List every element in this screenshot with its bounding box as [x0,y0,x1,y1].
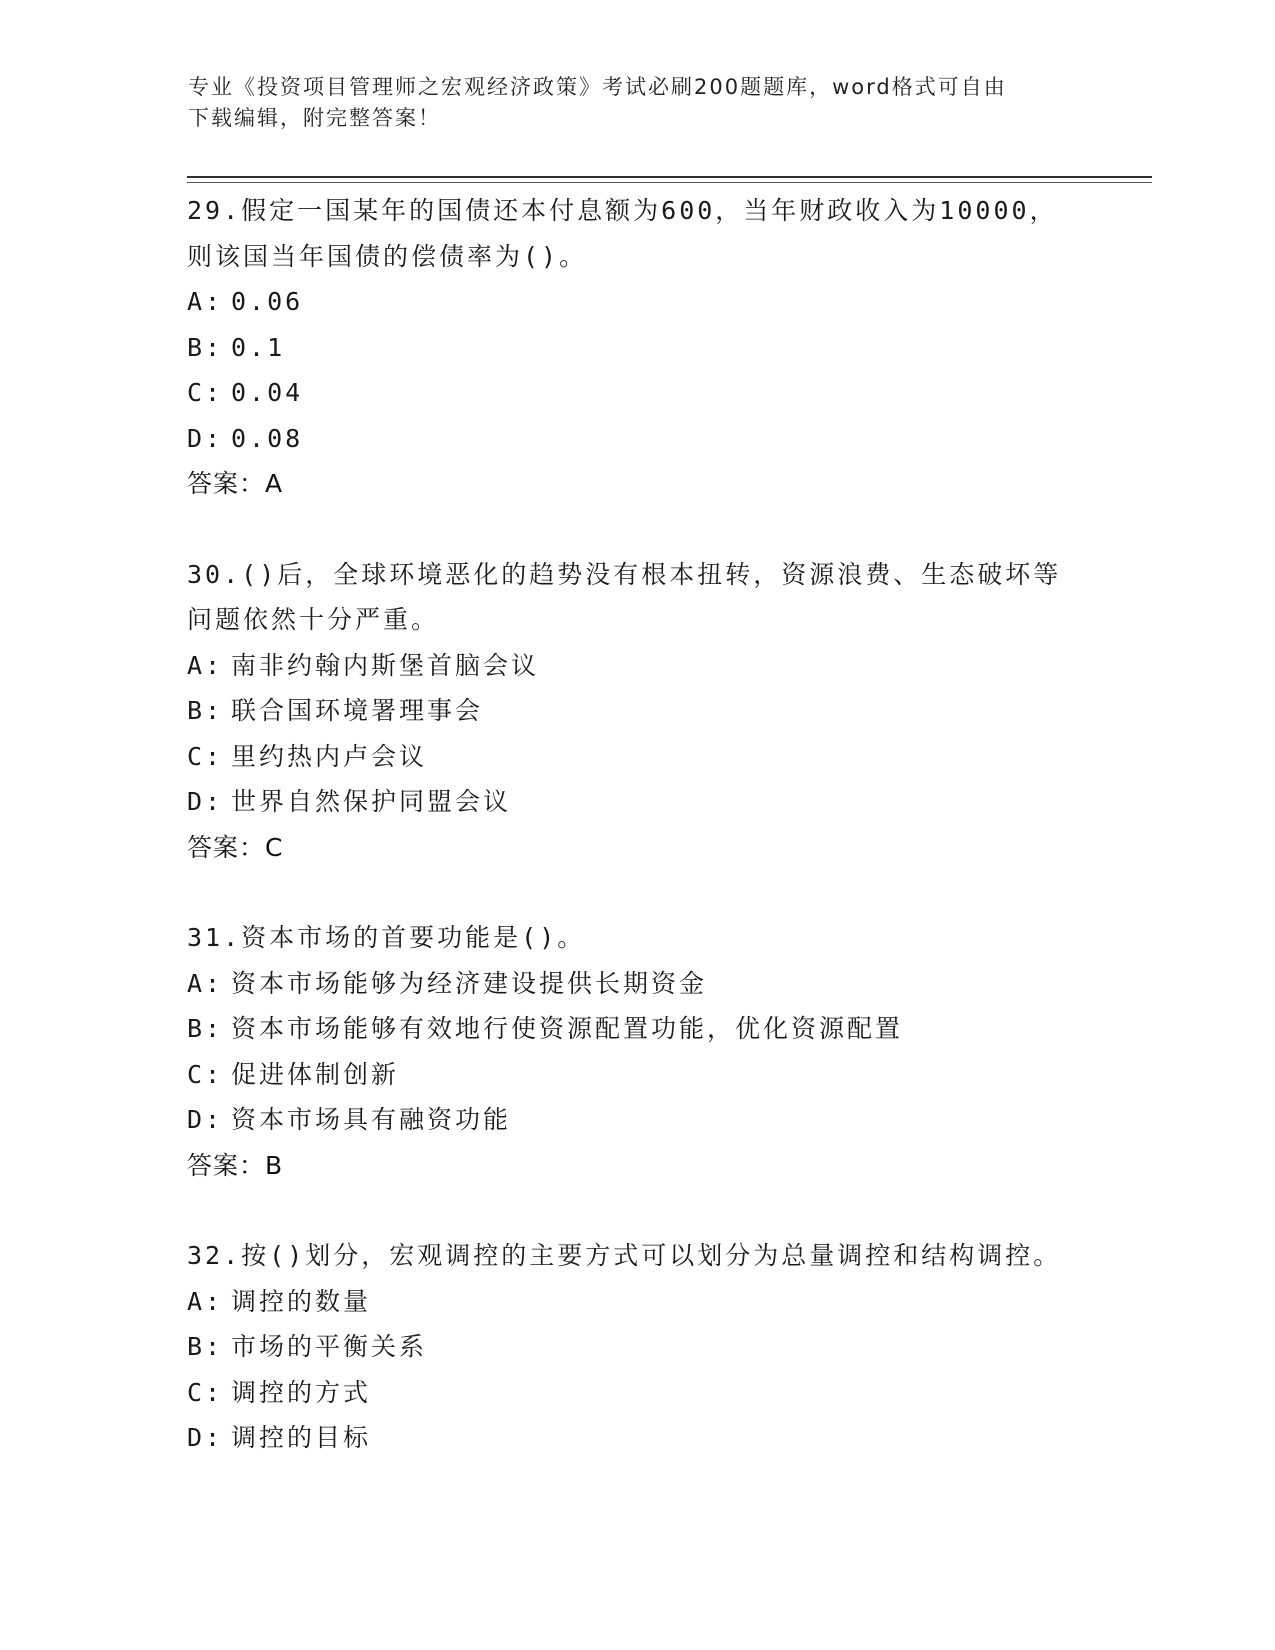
option-text: 0.1 [231,332,286,362]
answer-line: 答案：A [187,469,284,498]
option-d [187,1415,1107,1461]
question-stem-line: 29.假定一国某年的国债还本付息额为600，当年财政收入为10000， [187,196,1058,225]
option-key: C: [187,378,224,407]
question-32 [187,1233,1107,1461]
option-a [187,279,1107,325]
document-header [188,72,1068,134]
option-text: 0.06 [231,287,304,316]
option-b [187,1006,1107,1052]
option-key: D: [187,423,224,453]
option-key: A: [187,287,224,316]
option-text: 调控的方式 [231,1377,372,1407]
option-key: B: [187,696,224,725]
question-spacer [187,870,1107,915]
question-spacer [187,1188,1107,1233]
option-text: 调控的数量 [231,1286,372,1316]
option-d [187,779,1107,825]
option-text: 里约热内卢会议 [231,741,428,771]
option-b [187,325,1107,371]
option-text: 0.04 [231,378,304,407]
header-line-1: 专业《投资项目管理师之宏观经济政策》考试必刷200题题库，word格式可自由 [188,75,1007,99]
header-divider-thin [187,182,1152,183]
option-b [187,1324,1107,1370]
question-stem-line: 则该国当年国债的偿债率为()。 [187,241,588,271]
option-d [187,416,1107,462]
option-key: B: [187,332,224,362]
option-a [187,1279,1107,1325]
question-30 [187,552,1107,871]
option-key: C: [187,1059,224,1089]
option-text: 促进体制创新 [231,1059,400,1089]
option-key: D: [187,787,224,816]
option-text: 世界自然保护同盟会议 [231,787,512,816]
option-key: C: [187,741,224,771]
option-c [187,734,1107,780]
option-c [187,1052,1107,1098]
option-key: D: [187,1105,224,1134]
option-a [187,961,1107,1007]
option-a [187,643,1107,689]
option-key: B: [187,1332,224,1361]
option-key: D: [187,1423,224,1452]
answer-line: 答案：B [187,1150,284,1180]
option-text: 市场的平衡关系 [231,1332,428,1361]
answer-line: 答案：C [187,832,284,862]
option-text: 资本市场能够有效地行使资源配置功能，优化资源配置 [231,1014,904,1043]
question-list [187,188,1107,1461]
option-d [187,1097,1107,1143]
option-text: 南非约翰内斯堡首脑会议 [231,650,540,680]
option-c [187,1370,1107,1416]
question-stem-line: 问题依然十分严重。 [187,605,440,634]
option-key: A: [187,1286,224,1316]
header-divider-thick [187,176,1152,178]
header-line-2: 下载编辑，附完整答案！ [188,106,441,130]
option-text: 资本市场具有融资功能 [231,1105,512,1134]
option-key: C: [187,1377,224,1407]
question-stem-line: 32.按()划分，宏观调控的主要方式可以划分为总量调控和结构调控。 [187,1241,1062,1270]
question-31 [187,915,1107,1188]
question-stem-line: 30.()后，全球环境恶化的趋势没有根本扭转，资源浪费、生态破坏等 [187,559,1062,589]
option-text: 联合国环境署理事会 [231,696,484,725]
option-c [187,370,1107,416]
question-29 [187,188,1107,507]
option-key: B: [187,1014,224,1043]
option-text: 资本市场能够为经济建设提供长期资金 [231,968,708,998]
question-stem-line: 31.资本市场的首要功能是()。 [187,923,586,952]
option-text: 0.08 [231,423,304,453]
option-b [187,688,1107,734]
option-text: 调控的目标 [231,1423,372,1452]
option-key: A: [187,968,224,998]
question-spacer [187,507,1107,552]
option-key: A: [187,650,224,680]
